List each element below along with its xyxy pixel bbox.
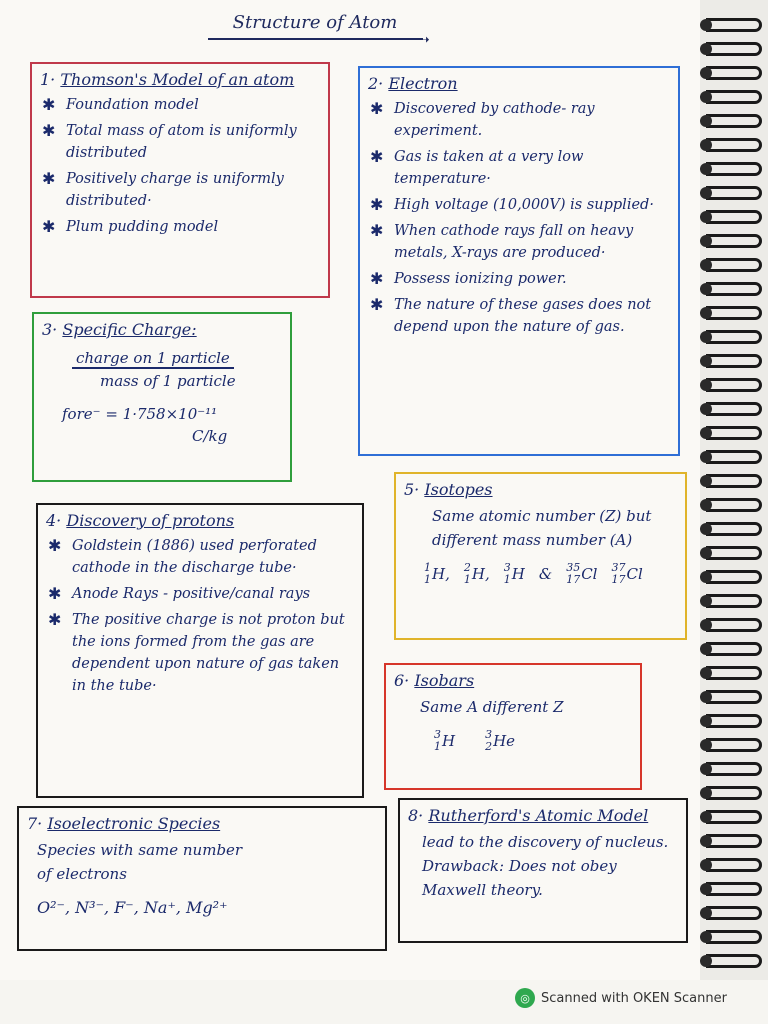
spiral-ring: [706, 690, 762, 704]
binding-hole: [700, 883, 712, 895]
asterisk-icon: ✱: [370, 99, 384, 118]
asterisk-icon: ✱: [370, 221, 384, 240]
binding-hole: [700, 19, 712, 31]
binding-hole: [700, 547, 712, 559]
list-item: ✱ Goldstein (1886) used perforated cathode in the discharge tube·: [48, 536, 317, 576]
asterisk-icon: ✱: [42, 169, 56, 188]
spiral-ring: [706, 546, 762, 560]
spiral-ring: [706, 90, 762, 104]
binding-hole: [700, 955, 712, 967]
binding-hole: [700, 331, 712, 343]
binding-hole: [700, 259, 712, 271]
isotopes-heading: 5· Isotopes: [404, 480, 493, 499]
binding-hole: [700, 91, 712, 103]
spiral-ring: [706, 378, 762, 392]
binding-hole: [700, 163, 712, 175]
spiral-ring: [706, 762, 762, 776]
binding-hole: [700, 787, 712, 799]
asterisk-icon: ✱: [370, 147, 384, 166]
isotope-nuclides: [404, 562, 677, 586]
asterisk-icon: ✱: [370, 295, 384, 314]
spiral-ring: [706, 306, 762, 320]
binding-hole: [700, 43, 712, 55]
nuclide: 3 1 H: [503, 561, 525, 586]
asterisk-icon: ✱: [48, 584, 62, 603]
list-item: ✱ Foundation model: [42, 95, 199, 114]
spiral-binding: [700, 0, 768, 980]
isotopes-box: [394, 472, 687, 640]
list-item: ✱ The nature of these gases does not depend upon the nature of gas.: [370, 295, 652, 335]
spiral-ring: [706, 618, 762, 632]
spiral-ring: [706, 786, 762, 800]
isoelectronic-text: Species with same number of electrons: [37, 841, 243, 883]
force-line: fore⁻ = 1·758×10⁻¹¹: [62, 405, 218, 423]
spiral-ring: [706, 570, 762, 584]
list-item: ✱ Total mass of atom is uniformly distributed: [42, 121, 297, 161]
rutherford-text: lead to the discovery of nucleus.: [422, 833, 669, 851]
binding-hole: [700, 403, 712, 415]
specific-charge-box: [32, 312, 292, 482]
electron-list: [368, 98, 670, 338]
asterisk-icon: ✱: [42, 95, 56, 114]
list-item: ✱ Plum pudding model: [42, 217, 219, 236]
nuclide: 1 1 H ,: [424, 561, 450, 586]
spiral-ring: [706, 642, 762, 656]
spiral-ring: [706, 426, 762, 440]
binding-hole: [700, 187, 712, 199]
spiral-ring: [706, 138, 762, 152]
thomson-model-box: [30, 62, 330, 298]
isoelectronic-box: [17, 806, 387, 951]
spiral-ring: [706, 450, 762, 464]
asterisk-icon: ✱: [370, 195, 384, 214]
binding-hole: [700, 667, 712, 679]
protons-heading: 4· Discovery of protons: [46, 511, 235, 530]
nuclide: 35 17 Cl: [566, 561, 598, 586]
spiral-ring: [706, 162, 762, 176]
spiral-ring: [706, 66, 762, 80]
spiral-ring: [706, 258, 762, 272]
title-underline: [208, 38, 423, 40]
oken-logo-icon: ◎: [515, 988, 535, 1008]
rutherford-drawback: Drawback: Does not obey Maxwell theory.: [422, 857, 617, 899]
binding-hole: [700, 355, 712, 367]
scanner-watermark: [515, 988, 727, 1008]
nuclide: 3 1 H: [434, 728, 456, 753]
spiral-ring: [706, 954, 762, 968]
asterisk-icon: ✱: [42, 121, 56, 140]
binding-hole: [700, 379, 712, 391]
spiral-ring: [706, 834, 762, 848]
fraction-numerator: charge on 1 particle: [72, 349, 234, 369]
binding-hole: [700, 739, 712, 751]
asterisk-icon: ✱: [42, 217, 56, 236]
spiral-ring: [706, 858, 762, 872]
spiral-ring: [706, 282, 762, 296]
binding-hole: [700, 499, 712, 511]
spiral-ring: [706, 522, 762, 536]
asterisk-icon: ✱: [48, 610, 62, 629]
spiral-ring: [706, 906, 762, 920]
list-item: ✱ Gas is taken at a very low temperature·: [370, 147, 584, 187]
species-list: O²⁻, N³⁻, F⁻, Na⁺, Mg²⁺: [37, 898, 228, 917]
spiral-ring: [706, 810, 762, 824]
scanner-text: Scanned with OKEN Scanner: [541, 990, 727, 1006]
nuclide: 3 2 He: [485, 728, 516, 753]
spiral-ring: [706, 474, 762, 488]
binding-hole: [700, 451, 712, 463]
spiral-ring: [706, 882, 762, 896]
binding-hole: [700, 475, 712, 487]
spiral-ring: [706, 714, 762, 728]
fraction-denominator: mass of 1 particle: [100, 372, 236, 390]
charge-unit: C/kg: [192, 427, 228, 445]
binding-hole: [700, 67, 712, 79]
list-item: ✱ When cathode rays fall on heavy metals, X-rays are produced·: [370, 221, 634, 261]
charge-mass-fraction: [72, 348, 282, 393]
charge-value: [62, 403, 282, 447]
binding-hole: [700, 211, 712, 223]
list-item: ✱ Anode Rays - positive/canal rays: [48, 584, 311, 603]
ampersand: &: [538, 565, 553, 583]
spiral-ring: [706, 114, 762, 128]
spiral-ring: [706, 354, 762, 368]
isobars-box: [384, 663, 642, 790]
isobar-nuclides: [394, 729, 632, 753]
asterisk-icon: ✱: [370, 269, 384, 288]
list-item: ✱ Possess ionizing power.: [370, 269, 567, 288]
spiral-ring: [706, 594, 762, 608]
binding-hole: [700, 283, 712, 295]
protons-box: [36, 503, 364, 798]
binding-hole: [700, 595, 712, 607]
asterisk-icon: ✱: [48, 536, 62, 555]
list-item: ✱ Discovered by cathode- ray experiment.: [370, 99, 595, 139]
isotopes-text: Same atomic number (Z) but different mass number (A): [432, 507, 652, 549]
spiral-ring: [706, 666, 762, 680]
binding-hole: [700, 763, 712, 775]
binding-hole: [700, 235, 712, 247]
rutherford-box: [398, 798, 688, 943]
spiral-ring: [706, 402, 762, 416]
spiral-ring: [706, 330, 762, 344]
arrow-icon: ➝: [418, 32, 430, 48]
binding-hole: [700, 115, 712, 127]
binding-hole: [700, 571, 712, 583]
binding-hole: [700, 691, 712, 703]
binding-hole: [700, 907, 712, 919]
binding-hole: [700, 427, 712, 439]
thomson-heading: 1· Thomson's Model of an atom: [40, 70, 295, 89]
binding-hole: [700, 811, 712, 823]
binding-hole: [700, 643, 712, 655]
spiral-ring: [706, 42, 762, 56]
list-item: ✱ Positively charge is uniformly distributed·: [42, 169, 284, 209]
binding-hole: [700, 859, 712, 871]
binding-hole: [700, 523, 712, 535]
binding-hole: [700, 835, 712, 847]
electron-box: [358, 66, 680, 456]
protons-list: [46, 535, 354, 697]
binding-hole: [700, 307, 712, 319]
isobars-text: Same A different Z: [420, 698, 564, 716]
spiral-ring: [706, 930, 762, 944]
binding-hole: [700, 619, 712, 631]
isobars-heading: 6· Isobars: [394, 671, 475, 690]
binding-hole: [700, 931, 712, 943]
spiral-ring: [706, 498, 762, 512]
rutherford-heading: 8· Rutherford's Atomic Model: [408, 806, 649, 825]
spiral-ring: [706, 234, 762, 248]
list-item: ✱ High voltage (10,000V) is supplied·: [370, 195, 654, 214]
nuclide: 37 17 Cl: [611, 561, 643, 586]
binding-hole: [700, 715, 712, 727]
isoelectronic-heading: 7· Isoelectronic Species: [27, 814, 221, 833]
thomson-list: [40, 94, 320, 238]
spiral-ring: [706, 738, 762, 752]
spiral-ring: [706, 186, 762, 200]
list-item: ✱ The positive charge is not proton but the ions formed from the gas are dependent upon nature of gas taken in the tube·: [48, 610, 345, 694]
binding-hole: [700, 139, 712, 151]
spiral-ring: [706, 18, 762, 32]
nuclide: 2 1 H ,: [463, 561, 490, 586]
spiral-ring: [706, 210, 762, 224]
page-title: Structure of Atom: [232, 12, 398, 33]
specific-charge-heading: 3· Specific Charge:: [42, 320, 197, 339]
electron-heading: 2· Electron: [368, 74, 458, 93]
